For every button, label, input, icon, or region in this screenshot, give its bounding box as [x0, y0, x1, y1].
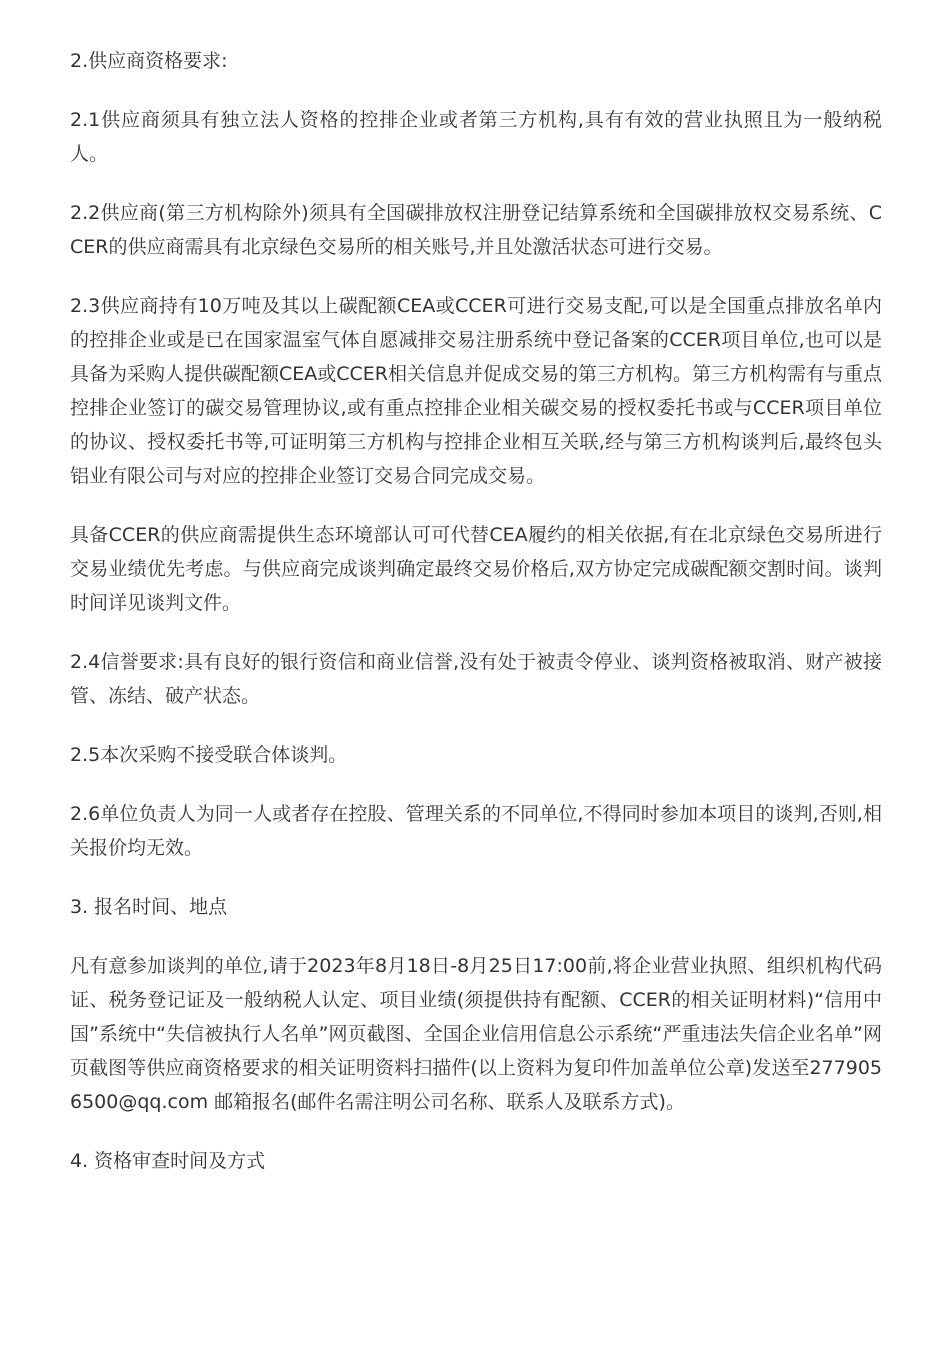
section-heading-qualification-review: 4. 资格审查时间及方式 — [70, 1150, 266, 1172]
document-body — [70, 44, 882, 1203]
paragraph-ccer-note: 具备CCER的供应商需提供生态环境部认可可代替CEA履约的相关依据,有在北京绿色交易所进行交易业绩优先考虑。与供应商完成谈判确定最终交易价格后,双方协定完成碳配额交割时间。谈判时间详见谈判文件。 — [70, 524, 882, 614]
paragraph-2-6: 2.6单位负责人为同一人或者存在控股、管理关系的不同单位,不得同时参加本项目的谈判,否则,相关报价均无效。 — [70, 803, 882, 859]
paragraph-registration-details: 凡有意参加谈判的单位,请于2023年8月18日-8月25日17:00前,将企业营业执照、组织机构代码证、税务登记证及一般纳税人认定、项目业绩(须提供持有配额、CCER的相关证明材料)“信用中国”系统中“失信被执行人名单”网页截图、全国企业信用信息公示系统“严重违法失信企业名单”网页截图等供应商资格要求的相关证明资料扫描件(以上资料为复印件加盖单位公章)发送至2779056500@qq.com 邮箱报名(邮件名需注明公司名称、联系人及联系方式)。 — [70, 955, 882, 1113]
paragraph-2-5: 2.5本次采购不接受联合体谈判。 — [70, 744, 348, 766]
section-heading-registration: 3. 报名时间、地点 — [70, 896, 228, 918]
paragraph-2-3: 2.3供应商持有10万吨及其以上碳配额CEA或CCER可进行交易支配,可以是全国重点排放名单内的控排企业或是已在国家温室气体自愿减排交易注册系统中登记备案的CCER项目单位,也可以是具备为采购人提供碳配额CEA或CCER相关信息并促成交易的第三方机构。第三方机构需有与重点控排企业签订的碳交易管理协议,或有重点控排企业相关碳交易的授权委托书或与CCER项目单位的协议、授权委托书等,可证明第三方机构与控排企业相互关联,经与第三方机构谈判后,最终包头铝业有限公司与对应的控排企业签订交易合同完成交易。 — [70, 295, 883, 487]
paragraph-2-4: 2.4信誉要求:具有良好的银行资信和商业信誉,没有处于被责令停业、谈判资格被取消、财产被接管、冻结、破产状态。 — [70, 651, 882, 707]
paragraph-2-2: 2.2供应商(第三方机构除外)须具有全国碳排放权注册登记结算系统和全国碳排放权交易系统、CCER的供应商需具有北京绿色交易所的相关账号,并且处激活状态可进行交易。 — [70, 202, 882, 258]
section-heading-supplier-qualifications: 2.供应商资格要求: — [70, 50, 228, 72]
paragraph-2-1: 2.1供应商须具有独立法人资格的控排企业或者第三方机构,具有有效的营业执照且为一般纳税人。 — [70, 109, 882, 165]
